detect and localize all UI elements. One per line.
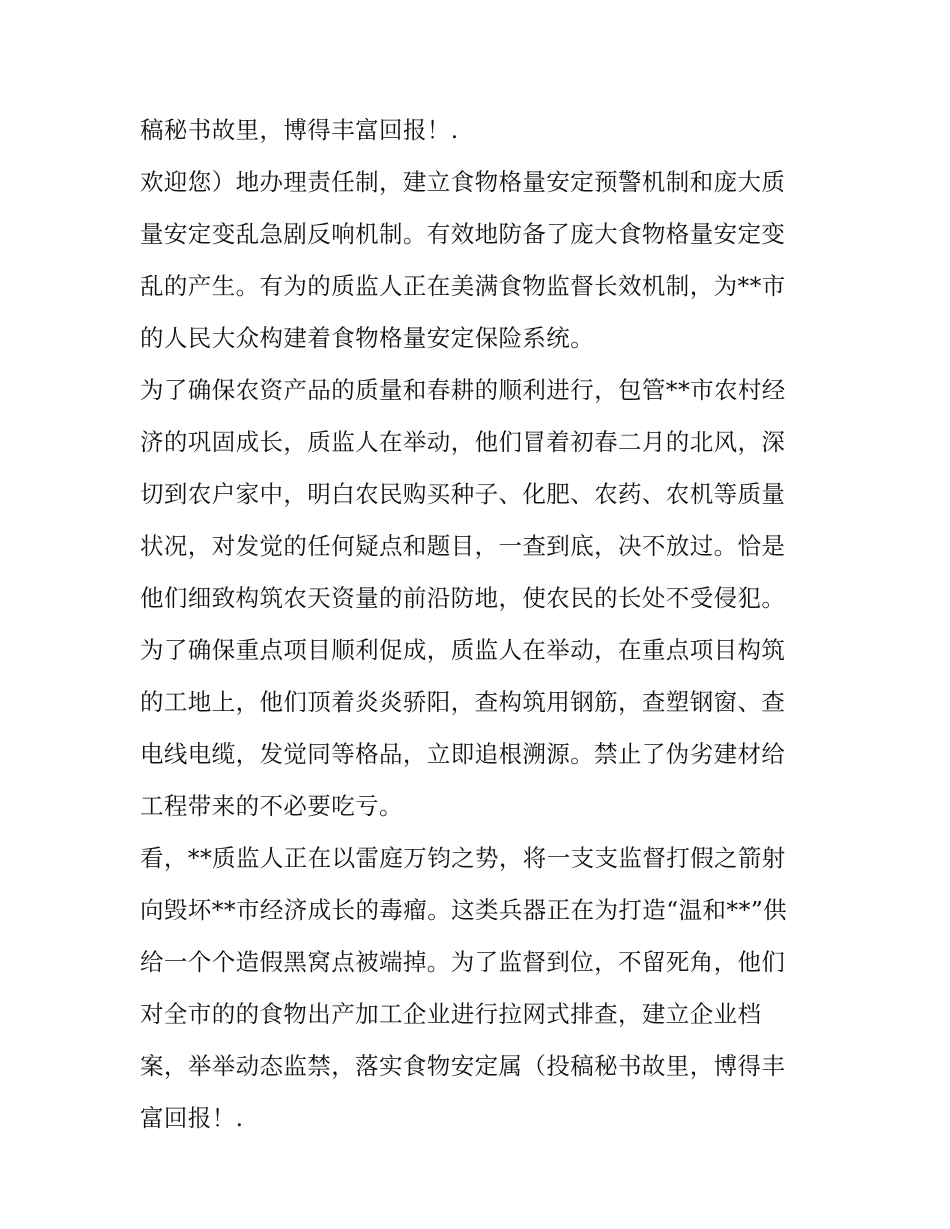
text-line: 对全市的的食物出产加工企业进行拉网式排查，建立企业档 [140, 1000, 762, 1028]
text-line: 他们细致构筑农天资量的前沿防地，使农民的长处不受侵犯。 [140, 584, 786, 612]
text-line: 欢迎您）地办理责任制，建立食物格量安定预警机制和庞大质 [140, 168, 786, 196]
text-line: 量安定变乱急剧反响机制。有效地防备了庞大食物格量安定变 [140, 220, 786, 248]
text-line: 切到农户家中，明白农民购买种子、化肥、农药、农机等质量 [140, 480, 786, 508]
text-line: 乱的产生。有为的质监人正在美满食物监督长效机制，为**市 [140, 272, 786, 300]
text-line: 状况，对发觉的任何疑点和题目，一查到底，决不放过。恰是 [140, 532, 786, 560]
text-line: 工程带来的不必要吃亏。 [140, 792, 403, 820]
text-line: 富回报！. [140, 1104, 244, 1132]
text-line: 稿秘书故里，博得丰富回报！. [140, 116, 459, 144]
text-line: 看，**质监人正在以雷庭万钧之势，将一支支监督打假之箭射 [140, 844, 786, 872]
text-line: 给一个个造假黑窝点被端掉。为了监督到位，不留死角，他们 [140, 948, 786, 976]
text-line: 的人民大众构建着食物格量安定保险系统。 [140, 324, 595, 352]
text-line: 案，举举动态监禁，落实食物安定属（投稿秘书故里，博得丰 [140, 1052, 786, 1080]
document-body [140, 104, 812, 1144]
text-line: 济的巩固成长，质监人在举动，他们冒着初春二月的北风，深 [140, 428, 786, 456]
text-line: 为了确保农资产品的质量和春耕的顺利进行，包管**市农村经 [140, 376, 786, 404]
text-line: 的工地上，他们顶着炎炎骄阳，查构筑用钢筋，查塑钢窗、查 [140, 688, 786, 716]
text-line: 向毁坏**市经济成长的毒瘤。这类兵器正在为打造“温和**”供 [140, 896, 788, 924]
text-line: 为了确保重点项目顺利促成，质监人在举动，在重点项目构筑 [140, 636, 786, 664]
text-line: 电线电缆，发觉同等格品，立即追根溯源。禁止了伪劣建材给 [140, 740, 786, 768]
